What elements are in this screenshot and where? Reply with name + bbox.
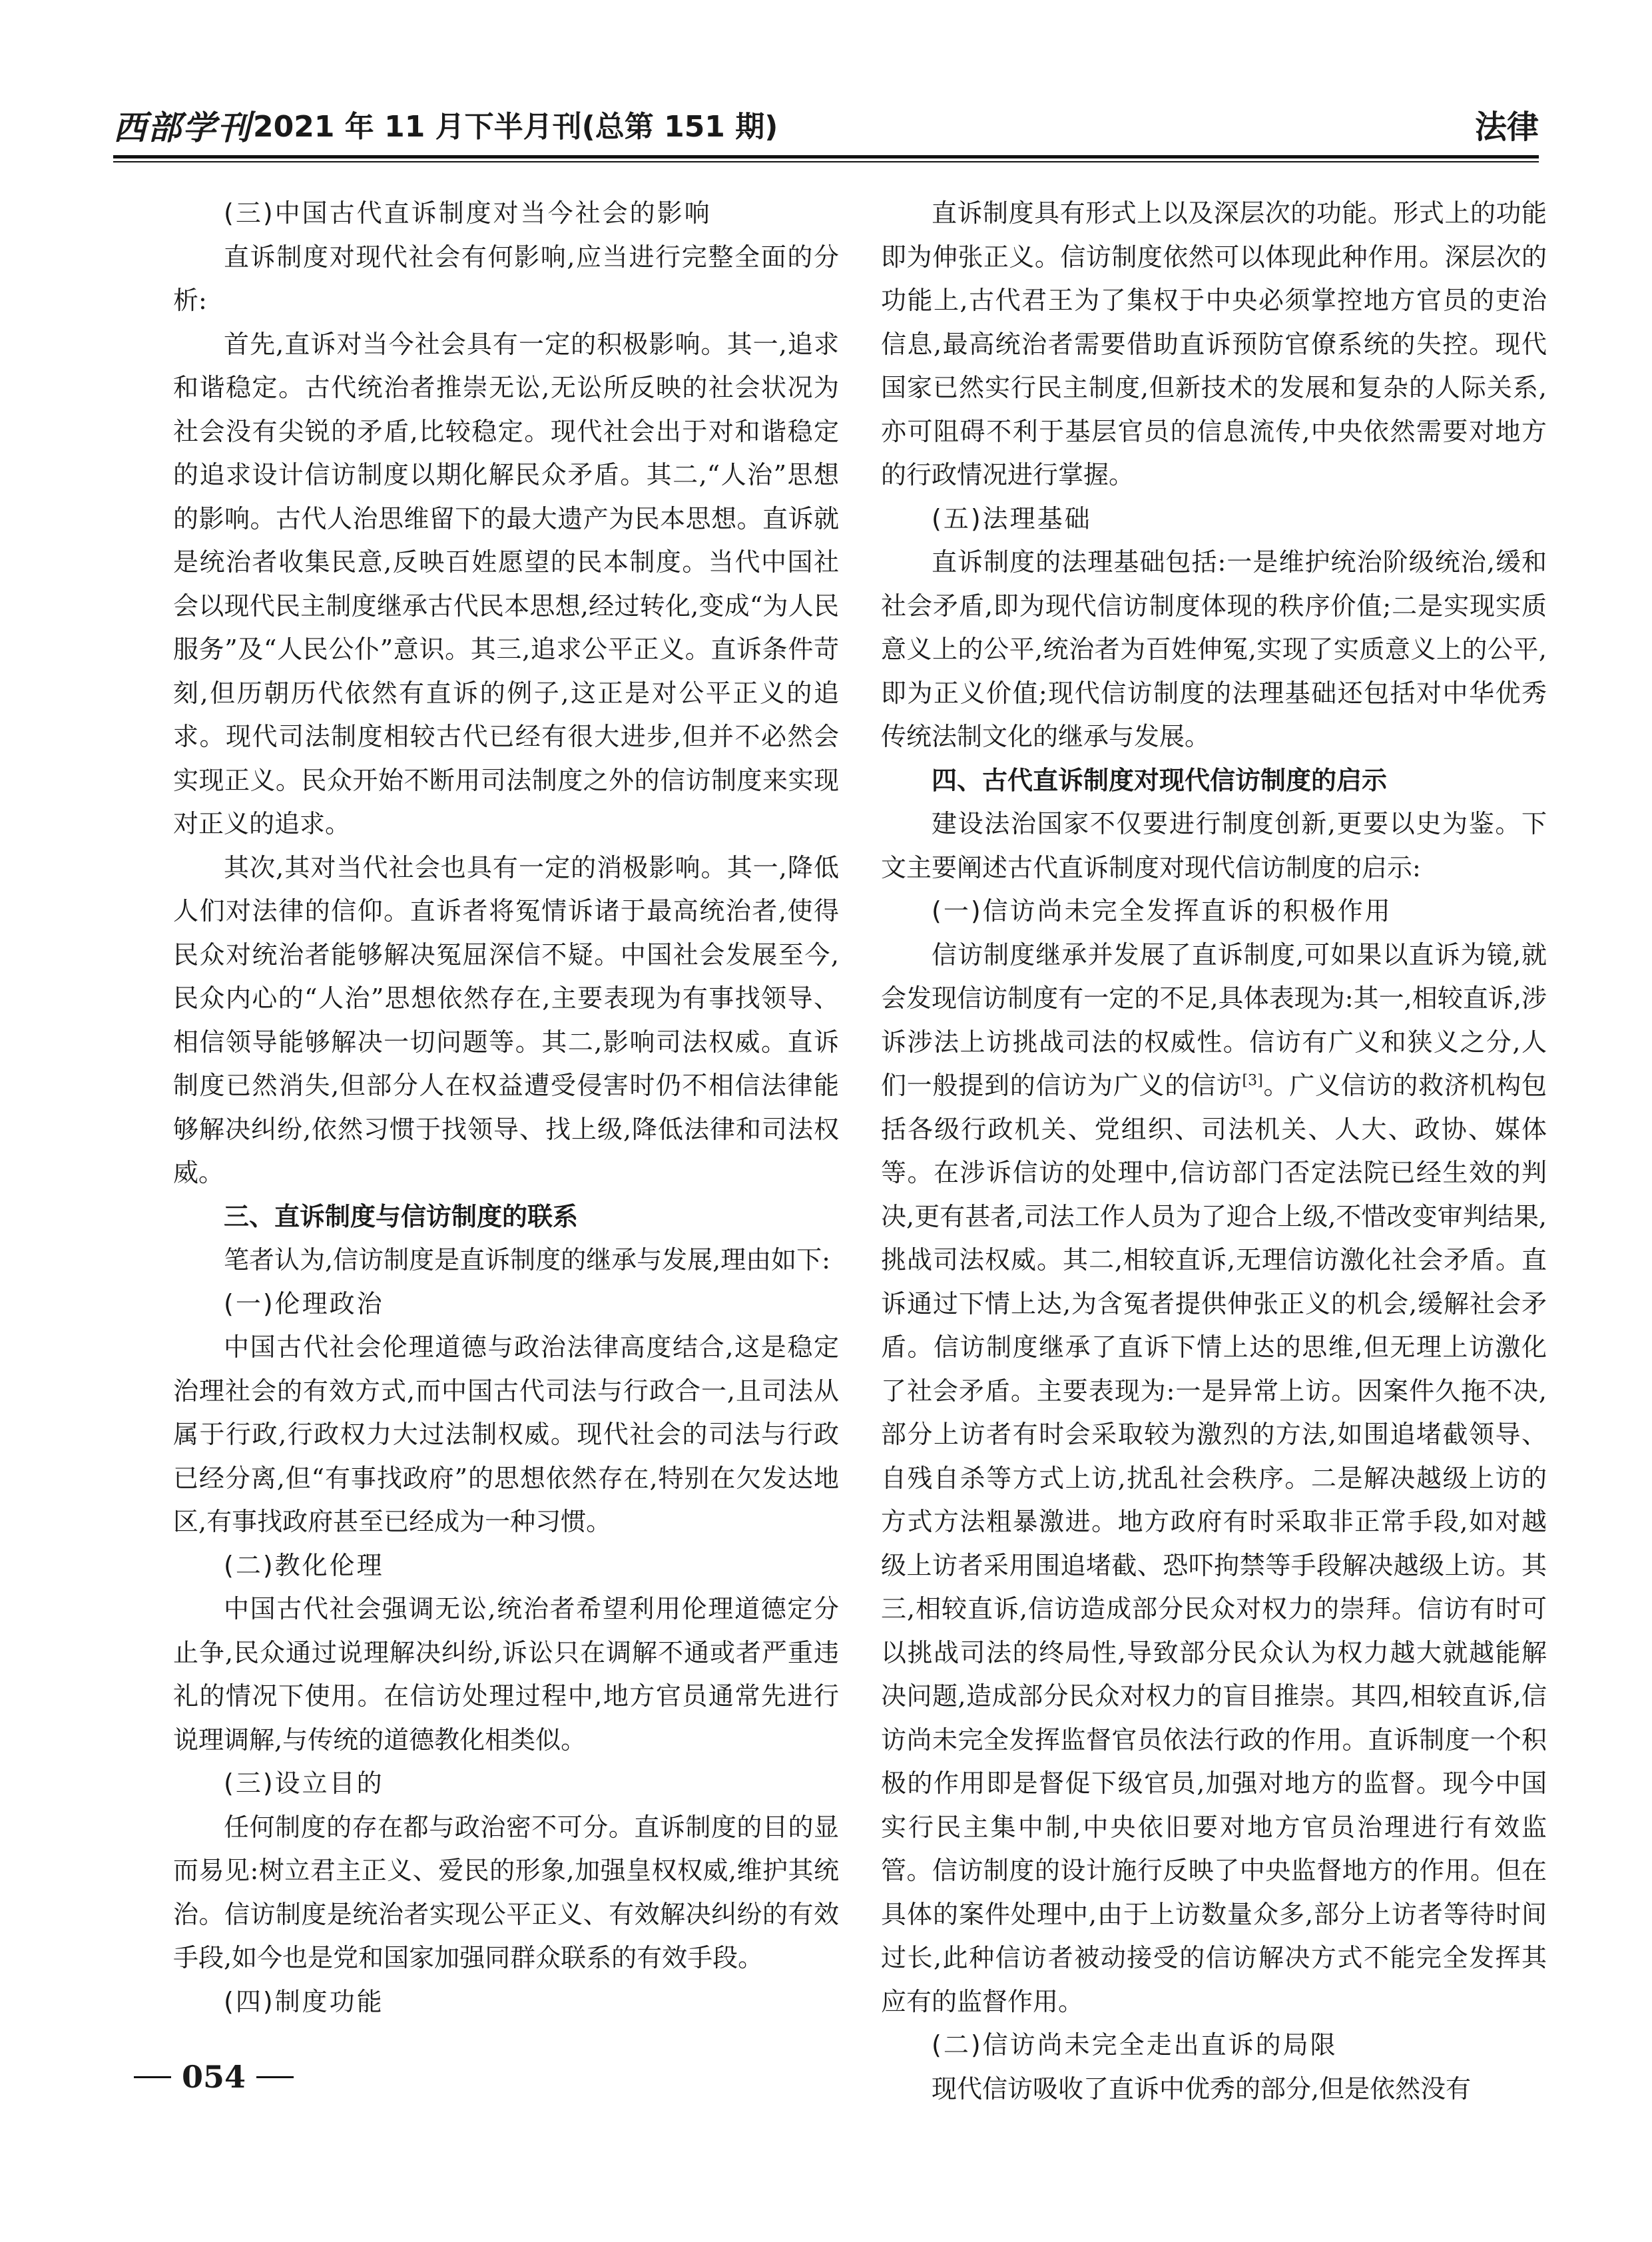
subsection-heading: (四)制度功能	[224, 1986, 384, 2016]
paragraph: 直诉制度具有形式上以及深层次的功能。形式上的功能即为伸张正义。信访制度依然可以体现此种作用。深层次的功能上,古代君王为了集权于中央必须掌控地方官员的吏治信息,最高统治者需要借助直诉预防官僚系统的失控。现代国家已然实行民主制度,但新技术的发展和复杂的人际关系,亦可阻碍不利于基层官员的信息流传,中央依然需要对地方的行政情况进行掌握。	[881, 198, 1547, 489]
paragraph	[881, 934, 1547, 2024]
section-heading: 三、直诉制度与信访制度的联系	[224, 1201, 579, 1231]
section-label: 法律	[1474, 109, 1539, 146]
paragraph: 首先,直诉对当今社会具有一定的积极影响。其一,追求和谐稳定。古代统治者推崇无讼,无讼所反映的社会状况为社会没有尖锐的矛盾,比较稳定。现代社会出于对和谐稳定的追求设计信访制度以期化解民众矛盾。其二,“人治”思想的影响。古代人治思维留下的最大遗产为民本思想。直诉就是统治者收集民意,反映百姓愿望的民本制度。当代中国社会以现代民主制度继承古代民本思想,经过转化,变成“为人民服务”及“人民公仆”意识。其三,追求公平正义。直诉条件苛刻,但历朝历代依然有直诉的例子,这正是对公平正义的追求。现代司法制度相较古代已经有很大进步,但并不必然会实现正义。民众开始不断用司法制度之外的信访制度来实现对正义的追求。	[173, 329, 839, 838]
page-footer	[123, 2059, 304, 2095]
paragraph: 直诉制度的法理基础包括:一是维护统治阶级统治,缓和社会矛盾,即为现代信访制度体现的秩序价值;二是实现实质意义上的公平,统治者为百姓伸冤,实现了实质意义上的公平,即为正义价值;现代信访制度的法理基础还包括对中华优秀传统法制文化的继承与发展。	[881, 547, 1547, 751]
subsection-heading: (三)设立目的	[224, 1769, 384, 1798]
paragraph: 其次,其对当代社会也具有一定的消极影响。其一,降低人们对法律的信仰。直诉者将冤情诉诸于最高统治者,使得民众对统治者能够解决冤屈深信不疑。中国社会发展至今,民众内心的“人治”思想依然存在,主要表现为有事找领导、相信领导能够解决一切问题等。其二,影响司法权威。直诉制度已然消失,但部分人在权益遭受侵害时仍不相信法律能够解决纠纷,依然习惯于找领导、找上级,降低法律和司法权威。	[173, 852, 839, 1187]
paragraph: 中国古代社会强调无讼,统治者希望利用伦理道德定分止争,民众通过说理解决纠纷,诉讼只在调解不通或者严重违礼的情况下使用。在信访处理过程中,地方官员通常先进行说理调解,与传统的道德教化相类似。	[173, 1594, 839, 1755]
journal-logo: 西部学刊	[113, 108, 252, 147]
paragraph: 建设法治国家不仅要进行制度创新,更要以史为鉴。下文主要阐述古代直诉制度对现代信访制度的启示:	[881, 809, 1547, 882]
paragraph: 中国古代社会伦理道德与政治法律高度结合,这是稳定治理社会的有效方式,而中国古代司法与行政合一,且司法从属于行政,行政权力大过法制权威。现代社会的司法与行政已经分离,但“有事找政府”的思想依然存在,特别在欠发达地区,有事找政府甚至已经成为一种习惯。	[173, 1332, 839, 1536]
left-column	[173, 192, 839, 2024]
header-rule-thick	[113, 155, 1539, 158]
running-header	[113, 101, 1539, 152]
paragraph-text: 。广义信访的救济机构包括各级行政机关、党组织、司法机关、人大、政协、媒体等。在涉诉信访的处理中,信访部门否定法院已经生效的判决,更有甚者,司法工作人员为了迎合上级,不惜改变审判结果,挑战司法权威。其二,相较直诉,无理信访激化社会矛盾。直诉通过下情上达,为含冤者提供伸张正义的机会,缓解社会矛盾。信访制度继承了直诉下情上达的思维,但无理上访激化了社会矛盾。主要表现为:一是异常上访。因案件久拖不决,部分上访者有时会采取较为激烈的方法,如围追堵截领导、自残自杀等方式上访,扰乱社会秩序。二是解决越级上访的方式方法粗暴激进。地方政府有时采取非正常手段,如对越级上访者采用围追堵截、恐吓拘禁等手段解决越级上访。其三,相较直诉,信访造成部分民众对权力的崇拜。信访有时可以挑战司法的终局性,导致部分民众认为权力越大就越能解决问题,造成部分民众对权力的盲目推崇。其四,相较直诉,信访尚未完全发挥监督官员依法行政的作用。直诉制度一个积极的作用即是督促下级官员,加强对地方的监督。现今中国实行民主集中制,中央依旧要对地方官员治理进行有效监管。信访制度的设计施行反映了中央监督地方的作用。但在具体的案件处理中,由于上访数量众多,部分上访者等待时间过长,此种信访者被动接受的信访解决方式不能完全发挥其应有的监督作用。	[881, 1071, 1547, 2016]
header-rule-thin	[113, 161, 1539, 162]
subsection-heading: (一)信访尚未完全发挥直诉的积极作用	[932, 896, 1392, 926]
section-heading: 四、古代直诉制度对现代信访制度的启示	[932, 765, 1388, 795]
right-column	[881, 192, 1547, 2111]
subsection-heading: (三)中国古代直诉制度对当今社会的影响	[224, 198, 712, 228]
footer-dash	[134, 2076, 171, 2078]
subsection-heading: (二)教化伦理	[224, 1550, 384, 1580]
subsection-heading: (五)法理基础	[932, 503, 1092, 533]
subsection-heading: (一)伦理政治	[224, 1288, 384, 1318]
paragraph: 任何制度的存在都与政治密不可分。直诉制度的目的显而易见:树立君主正义、爱民的形象,加强皇权权威,维护其统治。信访制度是统治者实现公平正义、有效解决纠纷的有效手段,如今也是党和国家加强同群众联系的有效手段。	[173, 1812, 839, 1972]
paragraph: 现代信访吸收了直诉中优秀的部分,但是依然没有	[932, 2074, 1472, 2103]
subsection-heading: (二)信访尚未完全走出直诉的局限	[932, 2030, 1338, 2060]
paragraph: 笔者认为,信访制度是直诉制度的继承与发展,理由如下:	[224, 1245, 830, 1274]
paragraph: 直诉制度对现代社会有何影响,应当进行完整全面的分析:	[173, 242, 839, 315]
footer-dash	[256, 2076, 294, 2078]
issue-info: 2021 年 11 月下半月刊(总第 151 期)	[253, 110, 778, 144]
page-number: 054	[182, 2059, 246, 2095]
citation-marker: [3]	[1242, 1072, 1263, 1089]
paragraph-text: 信访制度继承并发展了直诉制度,可如果以直诉为镜,就会发现信访制度有一定的不足,具体表现为:其一,相较直诉,涉诉涉法上访挑战司法的权威性。信访有广义和狭义之分,人们一般提到的信访为广义的信访	[881, 940, 1547, 1100]
